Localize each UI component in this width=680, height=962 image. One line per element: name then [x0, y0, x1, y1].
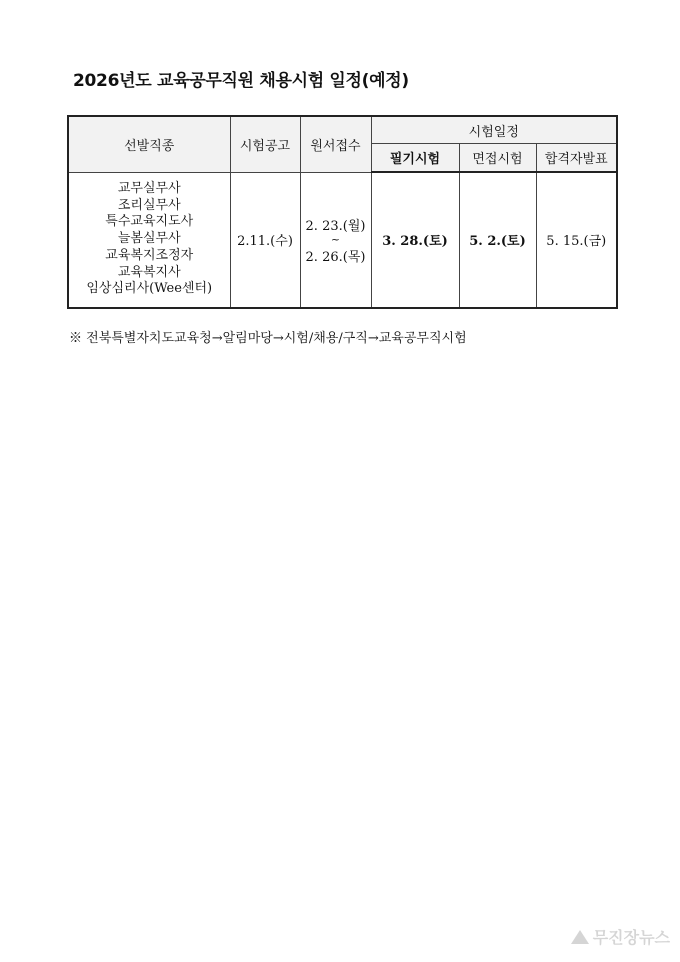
job-types-cell	[68, 172, 230, 308]
header-exam-schedule: 시험일정	[371, 116, 617, 144]
written-exam-date: 3. 28.(토)	[371, 172, 459, 308]
reference-note: ※ 전북특별자치도교육청→알림마당→시험/채용/구직→교육공무직시험	[69, 331, 467, 346]
watermark-text: 무진장뉴스	[592, 928, 670, 947]
job-type-item: 늘봄실무사	[117, 231, 181, 247]
application-end-date: 2. 26.(목)	[305, 249, 366, 265]
job-type-item: 교육복지조정자	[105, 247, 194, 263]
mountain-logo-icon	[571, 930, 589, 944]
header-written-exam: 필기시험	[371, 144, 459, 173]
table-row	[68, 172, 617, 308]
application-period-cell	[300, 172, 371, 308]
header-application: 원서접수	[300, 116, 371, 172]
header-notice: 시험공고	[230, 116, 300, 172]
result-date: 5. 15.(금)	[536, 172, 617, 308]
application-start-date: 2. 23.(월)	[305, 218, 366, 234]
header-result-announcement: 합격자발표	[536, 144, 617, 173]
job-type-item: 임상심리사(Wee센터)	[86, 281, 213, 297]
interview-date: 5. 2.(토)	[459, 172, 536, 308]
job-type-item: 교육복지사	[117, 264, 181, 280]
notice-date: 2.11.(수)	[230, 172, 300, 308]
job-type-item: 조리실무사	[117, 197, 181, 213]
job-type-item: 교무실무사	[117, 180, 181, 196]
header-interview: 면접시험	[459, 144, 536, 173]
watermark	[571, 925, 670, 948]
job-type-item: 특수교육지도사	[105, 214, 194, 230]
page-title: 2026년도 교육공무직원 채용시험 일정(예정)	[73, 71, 409, 91]
header-job-types: 선발직종	[68, 116, 230, 172]
exam-schedule-table	[67, 115, 618, 309]
application-separator: ~	[330, 232, 341, 246]
